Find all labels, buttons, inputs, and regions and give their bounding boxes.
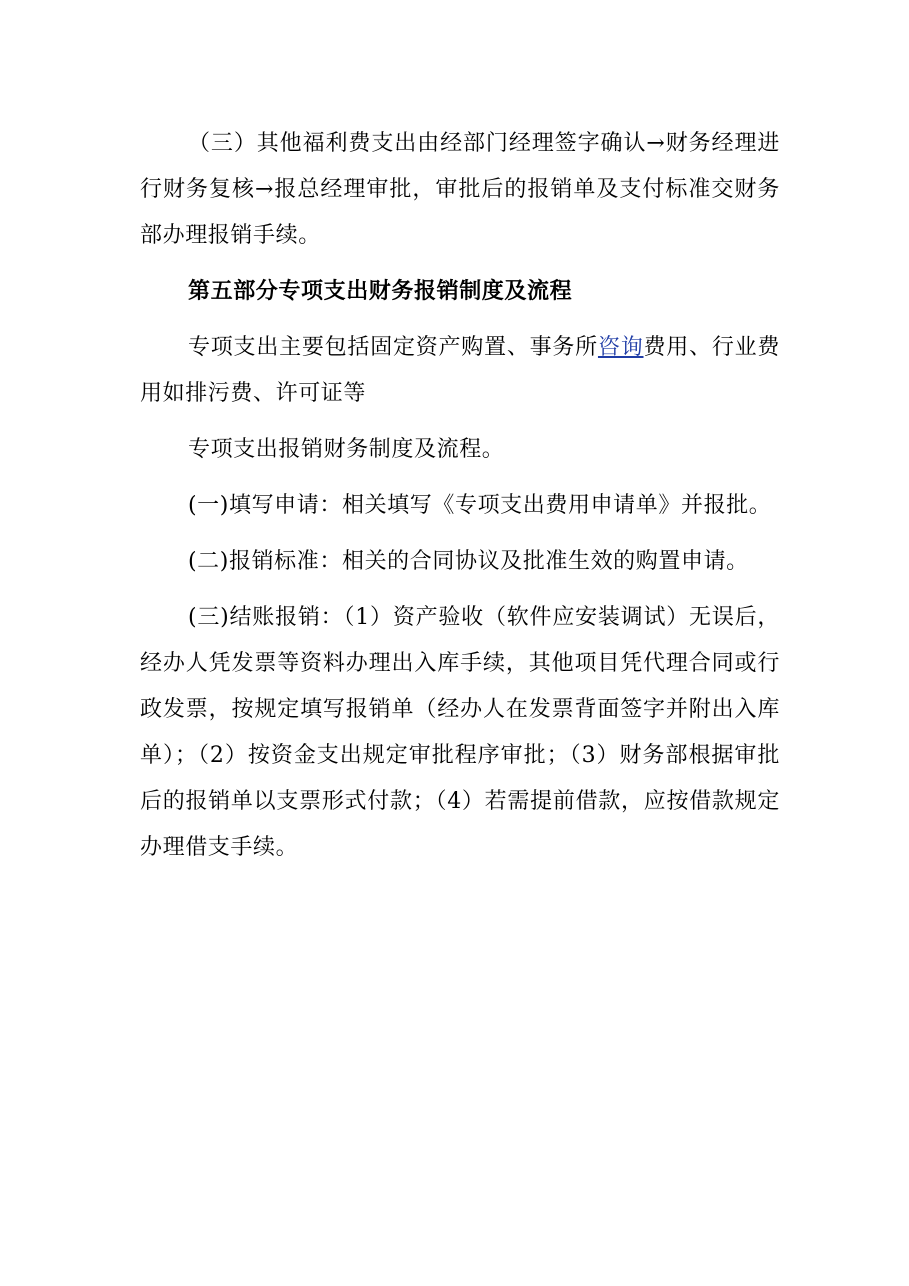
paragraph-item-application: (一)填写申请：相关填写《专项支出费用申请单》并报批。 — [188, 493, 772, 518]
consulting-link[interactable]: 咨询 — [597, 335, 644, 360]
paragraph-process-title: 专项支出报销财务制度及流程。 — [188, 437, 505, 462]
paragraph-item-reimbursement-standard: (二)报销标准：相关的合同协议及批准生效的购置申请。 — [188, 549, 749, 574]
section-heading-part-five: 第五部分专项支出财务报销制度及流程 — [188, 279, 573, 304]
paragraph-other-welfare-expense: （三）其他福利费支出由经部门经理签字确认→财务经理进行财务复核→报总经理审批，审批后的报销单及支付标准交财务部办理报销手续。 — [140, 131, 780, 248]
intro-text-before-link: 专项支出主要包括固定资产购置、事务所 — [188, 335, 598, 360]
paragraph-special-expense-intro — [140, 325, 780, 417]
document-body — [140, 121, 780, 871]
intro-text-after-link: 费用、行业费用如排污费、许可证等 — [140, 335, 780, 406]
paragraph-item-settlement: (三)结账报销：（1）资产验收（软件应安装调试）无误后，经办人凭发票等资料办理出入库手续，其他项目凭代理合同或行政发票，按规定填写报销单（经办人在发票背面签字并附出入库单）；（2）按资金支出规定审批程序审批；（3）财务部根据审批后的报销单以支票形式付款；（4）若需提前借款，应按借款规定办理借支手续。 — [140, 605, 780, 860]
